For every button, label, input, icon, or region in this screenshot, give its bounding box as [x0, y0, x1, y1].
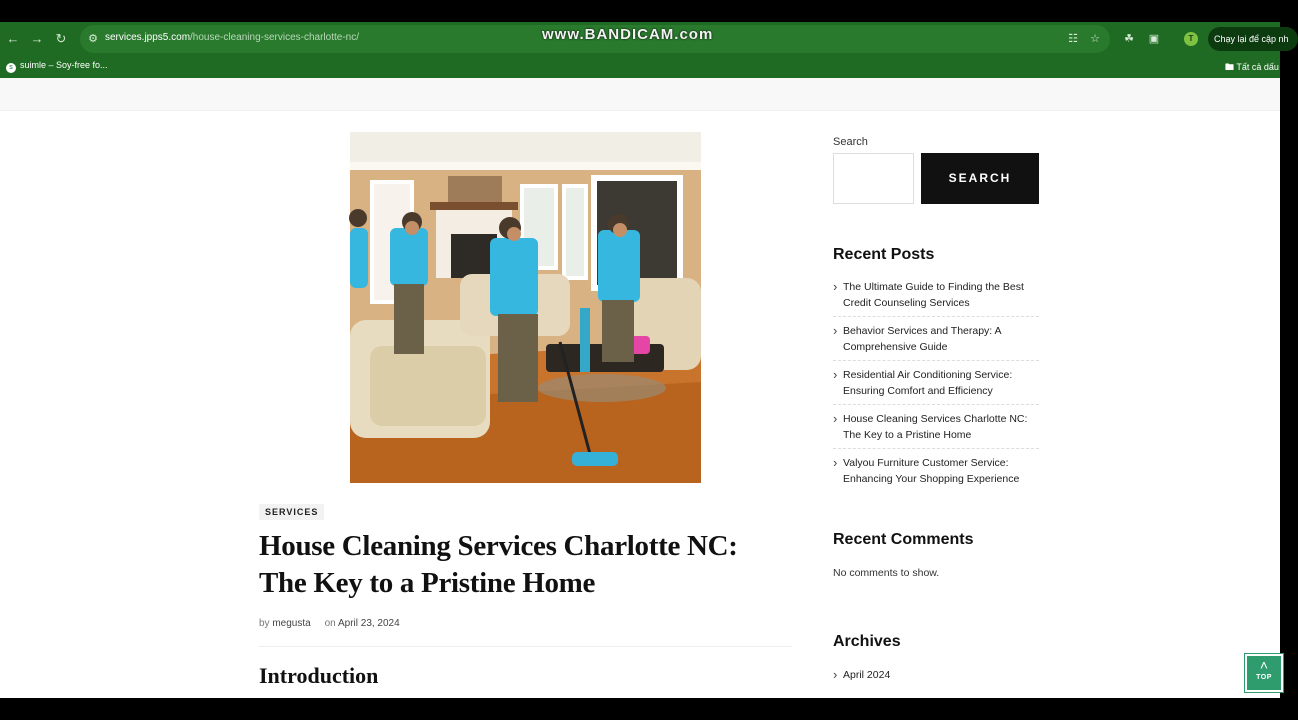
arrow-left-icon[interactable]: ← — [6, 31, 20, 46]
folder-icon: 🖿 — [1225, 62, 1235, 72]
url-path: /house-cleaning-services-charlotte-nc/ — [190, 32, 359, 43]
top-letterbox — [0, 0, 1280, 22]
back-to-top-button[interactable] — [1245, 654, 1283, 692]
site-header — [0, 78, 1280, 111]
site-info-icon[interactable]: ⚙ — [88, 33, 98, 45]
on-label: on — [324, 618, 336, 629]
update-button[interactable]: Chạy lại để cập nh — [1208, 27, 1298, 51]
post-date[interactable]: April 23, 2024 — [337, 618, 400, 629]
recent-post-item[interactable]: › Behavior Services and Therapy: A Comprehensive Guide — [833, 323, 1039, 361]
by-label: by — [259, 618, 270, 629]
recent-posts-list — [833, 279, 1039, 498]
recent-post-item[interactable]: › House Cleaning Services Charlotte NC: The Key to a Pristine Home — [833, 411, 1039, 449]
url-text[interactable] — [105, 32, 359, 43]
bookmark-item[interactable] — [6, 60, 108, 73]
search-label: Search — [833, 136, 868, 148]
author-link[interactable]: megusta — [272, 618, 311, 629]
star-icon[interactable]: ☆ — [1090, 33, 1100, 45]
recent-posts-heading: Recent Posts — [833, 246, 935, 263]
web-page — [0, 78, 1280, 698]
arrow-up-icon: ˄ — [1259, 657, 1269, 673]
recent-comments-heading: Recent Comments — [833, 531, 974, 548]
category-badge[interactable]: SERVICES — [259, 504, 324, 520]
content-divider — [259, 646, 792, 647]
bookmarks-folder-label: Tất cả dấu — [1236, 62, 1279, 72]
archive-item[interactable]: › April 2024 — [833, 667, 1039, 688]
recorder-watermark: www.BANDICAM.com — [542, 26, 714, 43]
profile-avatar[interactable]: T — [1184, 32, 1198, 46]
recent-post-item[interactable]: › Residential Air Conditioning Service: Ensuring Comfort and Efficiency — [833, 367, 1039, 405]
browser-toolbar — [0, 22, 1289, 56]
no-comments-text: No comments to show. — [833, 567, 940, 579]
bookmark-label: suimle – Soy-free fo... — [20, 60, 108, 70]
recent-post-item[interactable]: › The Ultimate Guide to Finding the Best Credit Counseling Services — [833, 279, 1039, 317]
search-input[interactable] — [833, 153, 914, 204]
archives-list — [833, 667, 1039, 694]
extension-icon[interactable]: ☘ — [1124, 33, 1134, 45]
back-to-top-label: TOP — [1256, 674, 1272, 681]
archives-heading: Archives — [833, 633, 901, 650]
arrow-right-icon[interactable]: → — [30, 31, 44, 46]
post-meta — [259, 618, 400, 629]
bookmark-favicon-icon: s — [6, 63, 16, 73]
bookmarks-bar — [0, 56, 1280, 78]
search-button[interactable]: SEARCH — [921, 153, 1039, 204]
url-host: services.jpps5.com — [105, 32, 191, 43]
post-title: House Cleaning Services Charlotte NC: The Key to a Pristine Home — [259, 530, 738, 599]
section-heading: Introduction — [259, 663, 379, 688]
bottom-letterbox — [0, 698, 1280, 720]
cleaning-crew-illustration — [350, 132, 701, 483]
all-bookmarks-folder[interactable] — [1225, 60, 1279, 76]
featured-image — [350, 132, 701, 483]
recent-post-item[interactable]: › Valyou Furniture Customer Service: Enhancing Your Shopping Experience — [833, 455, 1039, 492]
reload-icon[interactable]: ↻ — [55, 31, 67, 46]
translate-icon[interactable]: ☷ — [1068, 33, 1078, 45]
puzzle-icon[interactable]: ▣ — [1148, 33, 1160, 45]
